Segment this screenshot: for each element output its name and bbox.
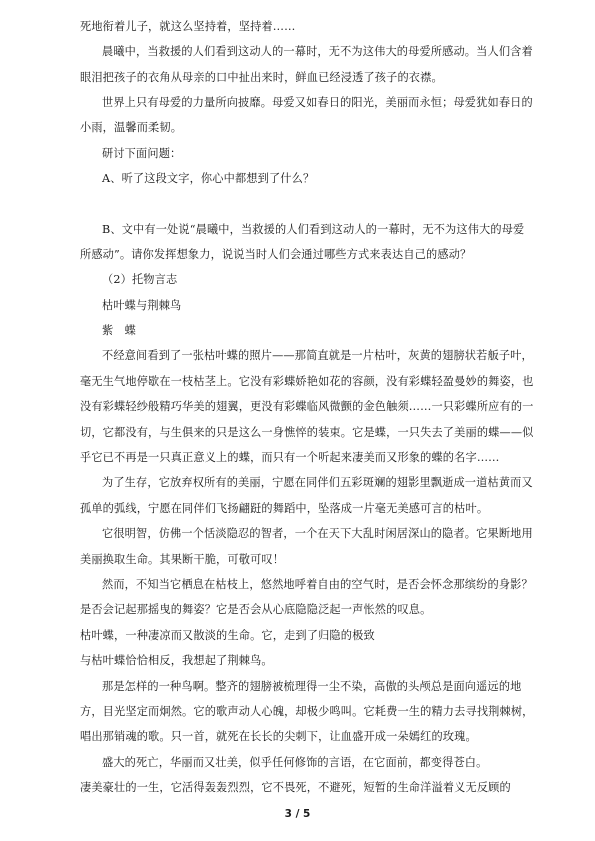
paragraph-line: 毫无生气地停歇在一枝枯茎上。它没有彩蝶娇艳如花的容颜，没有彩蝶轻盈曼妙的舞姿，也 [80, 375, 534, 388]
paragraph-line: 切，它都没有，与生俱来的只是这么一身憔悴的装束。它是蝶，一只失去了美丽的蝶——似 [80, 426, 534, 439]
paragraph-line: 它很明智，仿佛一个恬淡隐忍的智者，一个在天下大乱时闲居深山的隐者。它果断地用 [102, 527, 533, 540]
paragraph-line: 孤单的弧线，宁愿在同伴们飞扬翩跹的舞蹈中，坠落成一片毫无美感可言的枯叶。 [80, 502, 489, 515]
paragraph-line: 是否会记起那摇曳的舞姿？它是否会从心底隐隐泛起一声怅然的叹息。 [80, 603, 432, 616]
section-heading: （2）托物言志 [102, 273, 178, 286]
paragraph-line: 与枯叶蝶恰恰相反，我想起了荆棘鸟。 [80, 654, 273, 667]
paragraph-line: 乎它已不再是一只真正意义上的蝶，而只有一个听起来凄美而又形象的蝶的名字…… [80, 451, 500, 464]
paragraph-line: 小雨，温馨而柔韧。 [80, 121, 183, 134]
question-b-cont: 所感动”。请你发挥想象力，说说当时人们会通过哪些方式来表达自己的感动？ [80, 248, 472, 261]
question-b: B、文中有一处说“晨曦中，当救援的人们看到这动人的一幕时，无不为这伟大的母爱 [102, 223, 525, 236]
article-title: 枯叶蝶与荆棘鸟 [102, 299, 182, 312]
paragraph-line: 死地衔着儿子，就这么坚持着，坚持着…… [80, 20, 296, 33]
paragraph-line: 方，目光坚定而炯然。它的歌声动人心魄，却极少鸣叫。它耗费一生的精力去寻找荆棘树， [80, 705, 534, 718]
paragraph-line: 盛大的死亡，华丽而又壮美，似乎任何修饰的言语，在它面前，都变得苍白。 [102, 756, 488, 769]
question-a: A、听了这段文字，你心中都想到了什么？ [102, 172, 315, 185]
paragraph-line: 眼泪把孩子的衣角从母亲的口中扯出来时，鲜血已经浸透了孩子的衣襟。 [80, 71, 443, 84]
paragraph-line: 枯叶蝶，一种凄凉而又散淡的生命。它，走到了归隐的极致 [80, 629, 375, 642]
paragraph-line: 晨曦中，当救援的人们看到这动人的一幕时，无不为这伟大的母爱所感动。当人们含着 [102, 45, 533, 58]
paragraph-line: 美丽换取生命。其果断干脆，可敬可叹！ [80, 553, 285, 566]
paragraph-line: 唱出那销魂的歌。只一首，就死在长长的尖刺下，让血盛开成一朵嫣红的玫瑰。 [80, 730, 477, 743]
paragraph-line: 没有彩蝶轻纱般精巧华美的翅翼，更没有彩蝶临风微颤的金色触须……一只彩蝶所应有的一 [80, 400, 534, 413]
page-number: 3 / 5 [284, 808, 311, 820]
paragraph-line: 世界上只有母爱的力量所向披靡。母爱又如春日的阳光，美丽而永恒；母爱犹如春日的 [102, 96, 533, 109]
paragraph-line: 不经意间看到了一张枯叶蝶的照片——那简直就是一片枯叶，灰黄的翅膀状若舨子叶， [102, 349, 533, 362]
paragraph-line: 凄美豪壮的一生，它活得轰轰烈烈，它不畏死，不避死，短暂的生命洋溢着义无反顾的 [80, 781, 511, 794]
question-heading: 研讨下面问题： [102, 147, 182, 160]
paragraph-line: 然而，不知当它栖息在枯枝上，悠然地呼着自由的空气时，是否会怀念那缤纷的身影？ [102, 578, 533, 591]
article-author: 紫 蝶 [102, 324, 137, 337]
paragraph-line: 为了生存，它放弃权所有的美丽，宁愿在同伴们五彩斑斓的翅影里飘逝成一道枯黄而又 [102, 476, 533, 489]
paragraph-line: 那是怎样的一种鸟啊。整齐的翅膀被梳理得一尘不染，高傲的头颅总是面向遥远的地 [102, 680, 522, 693]
